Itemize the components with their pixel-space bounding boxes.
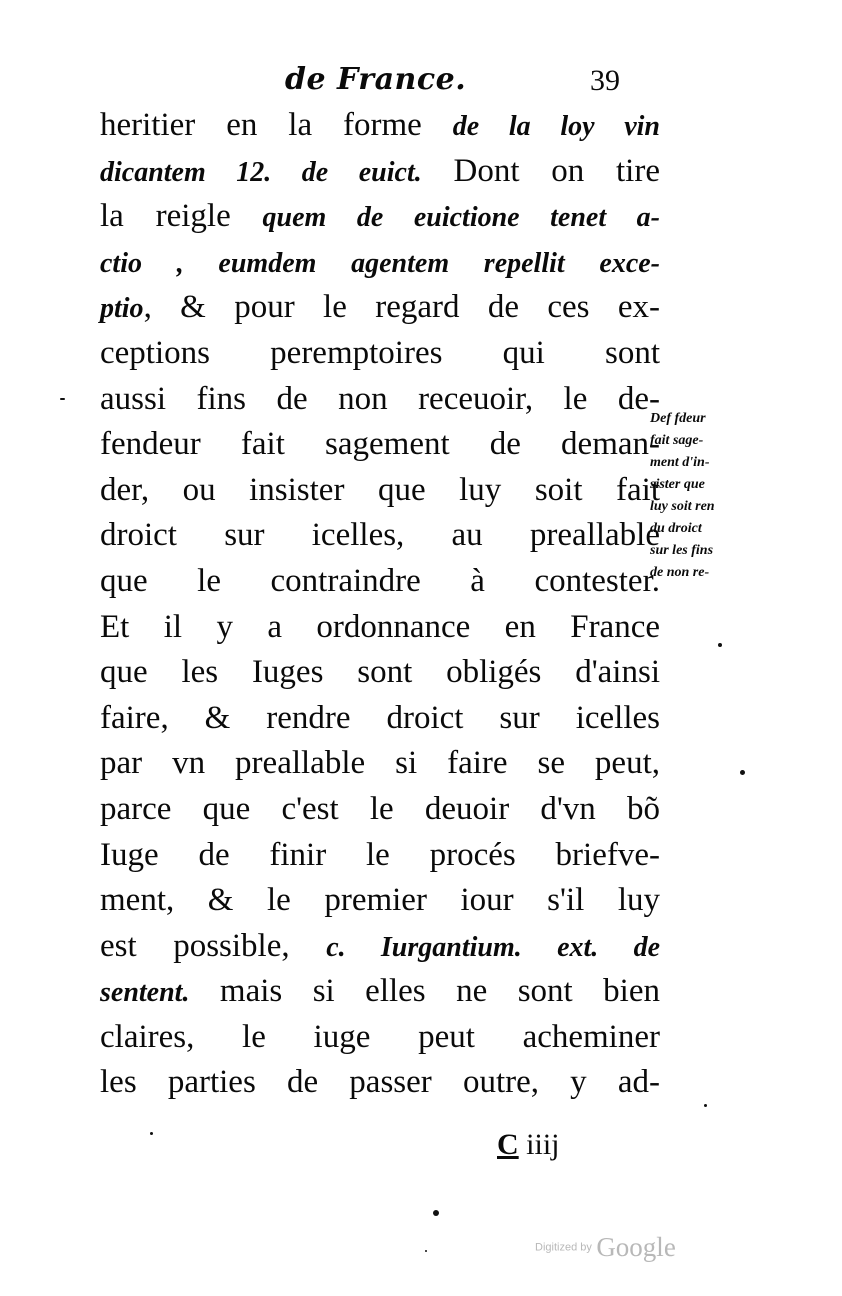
body-text <box>100 103 660 1106</box>
digitized-watermark <box>535 1232 676 1263</box>
text-line: les parties de passer outre, y ad- <box>100 1064 660 1101</box>
margin-note-line: Def fdeur <box>650 411 706 426</box>
margin-note-line: fait sage- <box>650 433 704 448</box>
text-line: sentent. mais si elles ne sont bien <box>100 973 660 1010</box>
text-line: ctio , eumdem agentem repellit exce- <box>100 247 660 279</box>
text-line: faire, & rendre droict sur icelles <box>100 699 660 736</box>
google-logo: Google <box>596 1232 676 1262</box>
ink-speck <box>718 643 722 647</box>
text-line: droict sur icelles, au preallable <box>100 517 660 554</box>
text-line: ptio, & pour le regard de ces ex- <box>100 289 660 326</box>
signature-letter: C <box>497 1128 519 1161</box>
text-line: Et il y a ordonnance en France <box>100 608 660 645</box>
text-line: heritier en la forme de la loy vin <box>100 107 660 143</box>
ink-speck <box>740 770 745 775</box>
margin-note-line: sister que <box>650 477 705 492</box>
signature-mark <box>497 1128 560 1162</box>
text-line: que les Iuges sont obligés d'ainsi <box>100 654 660 691</box>
page-number: 39 <box>590 64 620 97</box>
ink-speck <box>150 1132 153 1135</box>
watermark-prefix: Digitized by <box>535 1241 592 1254</box>
running-head: de France. <box>285 62 467 97</box>
text-line: parce que c'est le deuoir d'vn bõ <box>100 790 660 827</box>
text-line: par vn preallable si faire se peut, <box>100 745 660 782</box>
text-line: ment, & le premier iour s'il luy <box>100 882 660 919</box>
text-line: claires, le iuge peut acheminer <box>100 1018 660 1055</box>
margin-note-line: de non re- <box>650 565 710 580</box>
ink-speck <box>60 398 65 400</box>
margin-note-line: ment d'in- <box>650 455 710 470</box>
margin-note-line: sur les fins <box>650 543 714 558</box>
text-line: que le contraindre à contester. <box>100 562 660 599</box>
text-line: Iuge de finir le procés briefve- <box>100 836 660 873</box>
ink-speck <box>433 1210 439 1216</box>
text-line: aussi fins de non receuoir, le de- <box>100 380 660 417</box>
text-line: est possible, c. Iurgantium. ext. de <box>100 927 660 964</box>
text-line: fendeur fait sagement de deman- <box>100 426 660 463</box>
margin-note-line: du droict <box>650 521 702 536</box>
text-line: dicantem 12. de euict. Dont on tire <box>100 152 660 189</box>
signature-numeral: iiij <box>518 1128 560 1161</box>
margin-note-line: luy soit ren <box>650 499 715 514</box>
text-line: der, ou insister que luy soit fait <box>100 471 660 508</box>
ink-speck <box>425 1250 427 1252</box>
ink-speck <box>704 1104 707 1107</box>
text-line: ceptions peremptoires qui sont <box>100 334 660 371</box>
margin-note <box>650 408 760 584</box>
text-line: la reigle quem de euictione tenet a- <box>100 198 660 235</box>
